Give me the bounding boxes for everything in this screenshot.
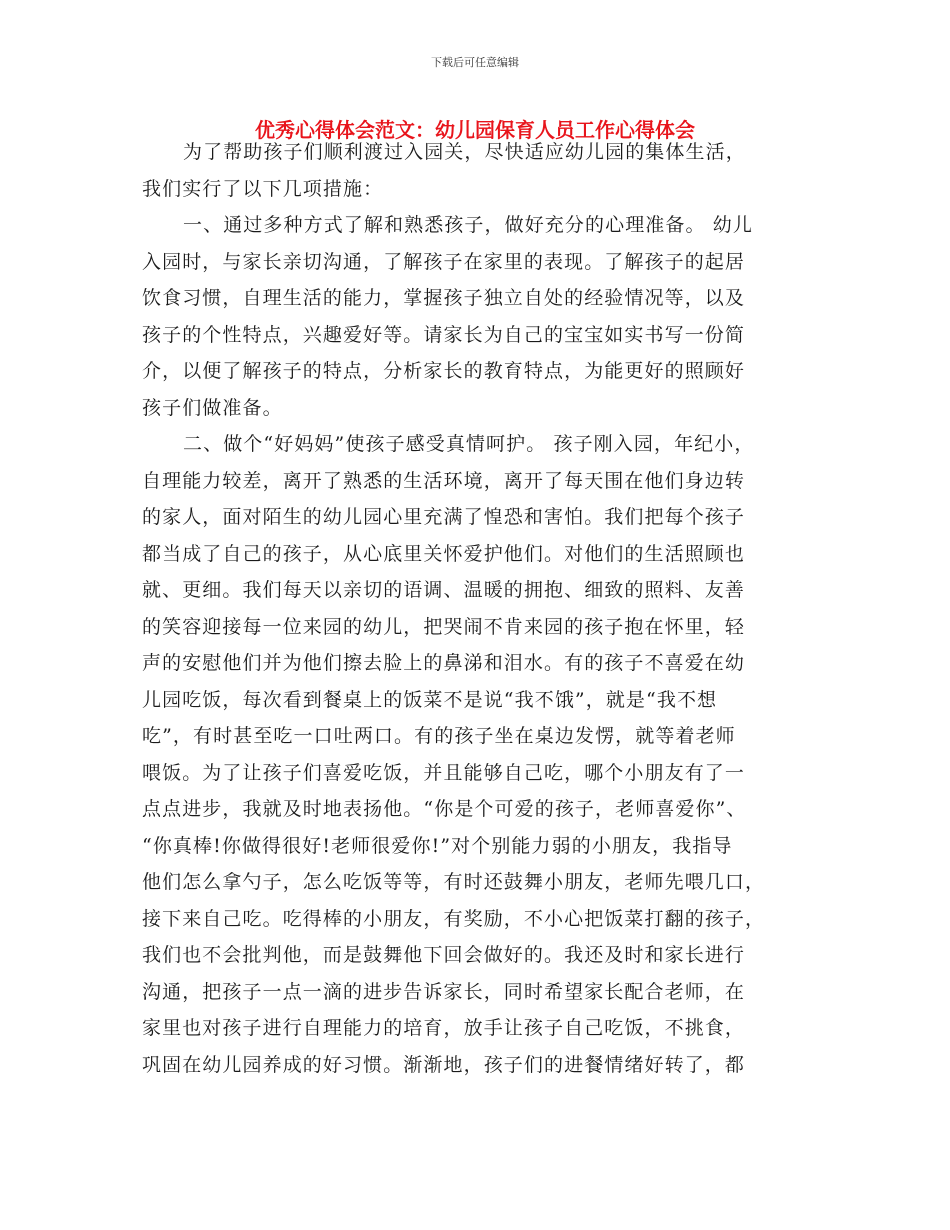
text-line: 沟通，把孩子一点一滴的进步告诉家长，同时希望家长配合老师，在 (142, 980, 746, 1003)
text-line: 为了帮助孩子们顺利渡过入园关，尽快适应幼儿园的集体生活， (183, 141, 746, 163)
header-note: 下载后可任意编辑 (431, 56, 519, 69)
text-line: 吃”，有时甚至吃一口吐两口。有的孩子坐在桌边发愣，就等着老师 (142, 725, 736, 747)
text-line: 他们怎么拿勺子，怎么吃饭等等，有时还鼓舞小朋友，老师先喂几口， (142, 871, 766, 893)
text-line: 一、通过多种方式了解和熟悉孩子，做好充分的心理准备。 幼儿 (183, 214, 753, 236)
text-line: 接下来自己吃。吃得棒的小朋友，有奖励，不小心把饭菜打翻的孩子， (142, 907, 766, 930)
text-line: 儿园吃饭，每次看到餐桌上的饭菜不是说“我不饿”，就是“我不想 (142, 688, 718, 711)
text-line: 的笑容迎接每一位来园的幼儿，把哭闹不肯来园的孩子抱在怀里，轻 (142, 615, 746, 638)
text-line: 饮食习惯，自理生活的能力，掌握孩子独立自处的经验情况等，以及 (142, 287, 746, 309)
text-line: 喂饭。为了让孩子们喜爱吃饭，并且能够自己吃，哪个小朋友有了一 (142, 761, 746, 784)
text-line: 的家人，面对陌生的幼儿园心里充满了惶恐和害怕。我们把每个孩子 (142, 506, 746, 528)
text-line: 介，以便了解孩子的特点，分析家长的教育特点，为能更好的照顾好 (142, 360, 746, 382)
text-line: “你真棒!你做得很好!老师很爱你!”对个别能力弱的小朋友，我指导 (142, 834, 733, 857)
text-line: 点点进步，我就及时地表扬他。“你是个可爱的孩子，老师喜爱你”、 (142, 798, 747, 820)
text-line: 我们也不会批判他，而是鼓舞他下回会做好的。我还及时和家长进行 (142, 944, 746, 966)
text-line: 孩子们做准备。 (142, 396, 283, 419)
text-line: 巩固在幼儿园养成的好习惯。渐渐地，孩子们的进餐情绪好转了，都 (142, 1053, 746, 1076)
text-line: 就、更细。我们每天以亲切的语调、温暖的拥抱、细致的照料、友善 (142, 579, 746, 601)
text-line: 入园时，与家长亲切沟通，了解孩子在家里的表现。了解孩子的起居 (142, 250, 746, 273)
text-line: 孩子的个性特点，兴趣爱好等。请家长为自己的宝宝如实书写一份简 (142, 323, 746, 346)
text-line: 声的安慰他们并为他们擦去脸上的鼻涕和泪水。有的孩子不喜爱在幼 (142, 652, 746, 674)
text-line: 我们实行了以下几项措施： (142, 177, 384, 200)
document-title: 优秀心得体会范文：幼儿园保育人员工作心得体会 (255, 118, 695, 142)
text-line: 二、做个“好妈妈”使孩子感受真情呵护。 孩子刚入园，年纪小， (183, 433, 755, 455)
text-line: 家里也对孩子进行自理能力的培育，放手让孩子自己吃饭，不挑食， (142, 1017, 746, 1039)
text-line: 都当成了自己的孩子，从心底里关怀爱护他们。对他们的生活照顾也 (142, 542, 746, 565)
text-line: 自理能力较差，离开了熟悉的生活环境，离开了每天围在他们身边转 (142, 469, 746, 492)
